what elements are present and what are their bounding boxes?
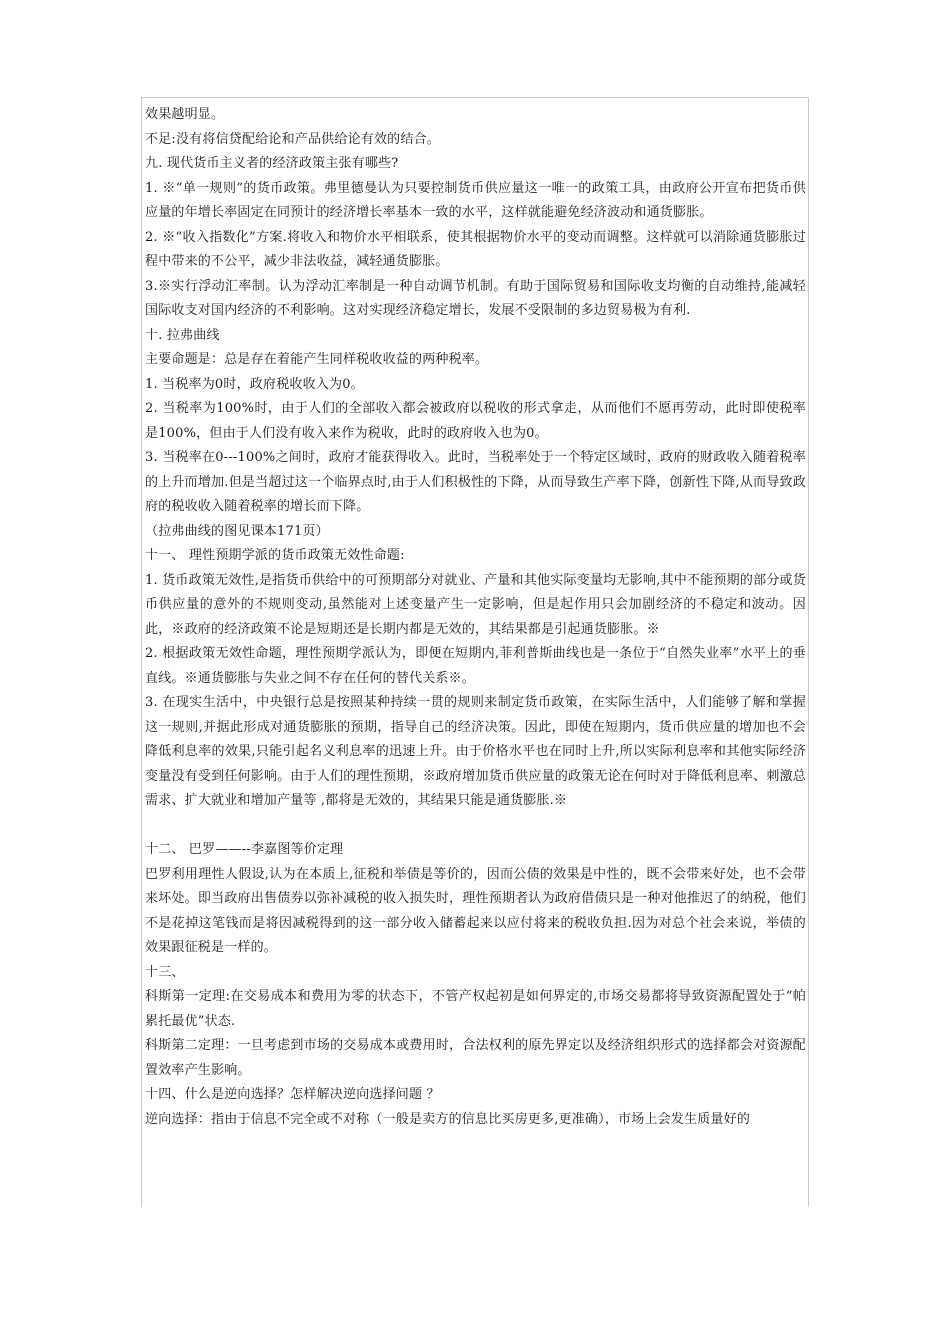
section-heading-12: 十二、 巴罗——--李嘉图等价定理 xyxy=(145,842,344,857)
section-heading-14: 十四、什么是逆向选择？怎样解决逆向选择问题 ？ xyxy=(145,1087,440,1102)
paragraph: 科斯第一定理:在交易成本和费用为零的状态下，不管产权起初是如何界定的,市场交易都将导致资源配置处于“帕累托最优”状态. xyxy=(145,989,806,1029)
paragraph: 3.※实行浮动汇率制。认为浮动汇率制是一种自动调节机制。有助于国际贸易和国际收支均衡的自动维持,能减轻国际收支对国内经济的不利影响。这对实现经济稳定增长，发展不受限制的多边贸易极为有利. xyxy=(145,278,806,318)
paragraph: 效果越明显。 xyxy=(145,107,225,122)
section-heading-13: 十三、 xyxy=(145,964,185,980)
paragraph: 巴罗利用理性人假设,认为在本质上,征税和举债是等价的，因而公债的效果是中性的，既不会带来好处，也不会带来坏处。即当政府出售债券以弥补减税的收入损失时，理性预期者认为政府借债只是一种对他推迟了的纳税，他们不是花掉这笔钱而是将因减税得到的这一部分收入储蓄起来以应付将来的税收负担.因为对总个社会来说，举债的效果跟征税是一样的。 xyxy=(145,866,806,955)
paragraph: 1. 货币政策无效性,是指货币供给中的可预期部分对就业、产量和其他实际变量均无影响,其中不能预期的部分或货币供应量的意外的不规则变动,虽然能对上述变量产生一定影响，但是起作用只会加剧经济的不稳定和波动。因此，※政府的经济政策不论是短期还是长期内都是无效的，其结果都是引起通货膨胀。※ xyxy=(145,572,806,637)
paragraph: （拉弗曲线的图见课本171页） xyxy=(145,523,329,539)
section-heading-9: 九. 现代货币主义者的经济政策主张有哪些? xyxy=(145,156,399,171)
document-body xyxy=(142,98,808,1132)
paragraph: 1. 当税率为0时，政府税收收入为0。 xyxy=(145,376,364,392)
paragraph: 3. 当税率在0---100%之间时，政府才能获得收入。此时，当税率处于一个特定区域时，政府的财政收入随着税率的上升而增加.但是当超过这一个临界点时,由于人们积极性的下降，从而导致生产率下降，创新性下降,从而导致政府的税收收入随着税率的增长而下降。 xyxy=(145,450,806,514)
section-heading-11: 十一、 理性预期学派的货币政策无效性命题: xyxy=(145,548,405,563)
paragraph: 2. 根据政策无效性命题，理性预期学派认为，即便在短期内,菲利普斯曲线也是一条位于“自然失业率”水平上的垂直线。※通货膨胀与失业之间不存在任何的替代关系※。 xyxy=(145,646,806,686)
paragraph: 2. ※“收入指数化”方案.将收入和物价水平相联系，使其根据物价水平的变动而调整。这样就可以消除通货膨胀过程中带来的不公平，减少非法收益，减轻通货膨胀。 xyxy=(145,229,806,269)
paragraph: 2. 当税率为100%时，由于人们的全部收入都会被政府以税收的形式拿走，从而他们不愿再劳动，此时即使税率是100%，但由于人们没有收入来作为税收，此时的政府收入也为0。 xyxy=(145,401,806,441)
paragraph: 不足:没有将信贷配给论和产品供给论有效的结合。 xyxy=(145,131,440,147)
section-heading-10: 十. 拉弗曲线 xyxy=(145,327,220,343)
page-frame xyxy=(141,97,809,1207)
blank-line xyxy=(145,814,806,839)
paragraph: 3. 在现实生活中，中央银行总是按照某种持续一贯的规则来制定货币政策，在实际生活中，人们能够了解和掌握这一规则,并据此形成对通货膨胀的预期，指导自己的经济决策。因此，即使在短期内，货币供应量的增加也不会降低利息率的效果,只能引起名义利息率的迅速上升。由于价格水平也在同时上升,所以实际利息率和其他实际经济变量没有受到任何影响。由于人们的理性预期，※政府增加货币供应量的政策无论在何时对于降低利息率、刺激总需求、扩大就业和增加产量等 ,都将是无效的，其结果只能是通货膨胀.※ xyxy=(145,695,806,808)
paragraph: 逆向选择：指由于信息不完全或不对称（一般是卖方的信息比买房更多,更准确），市场上会发生质量好的 xyxy=(145,1111,751,1127)
paragraph: 主要命题是：总是存在着能产生同样税收收益的两种税率。 xyxy=(145,352,489,367)
paragraph: 科斯第二定理：一旦考虑到市场的交易成本或费用时，合法权利的原先界定以及经济组织形式的选择都会对资源配置效率产生影响。 xyxy=(145,1038,806,1078)
paragraph: 1. ※“单一规则”的货币政策。弗里德曼认为只要控制货币供应量这一唯一的政策工具，由政府公开宣布把货币供应量的年增长率固定在同预计的经济增长率基本一致的水平，这样就能避免经济波动和通货膨胀。 xyxy=(145,180,806,220)
